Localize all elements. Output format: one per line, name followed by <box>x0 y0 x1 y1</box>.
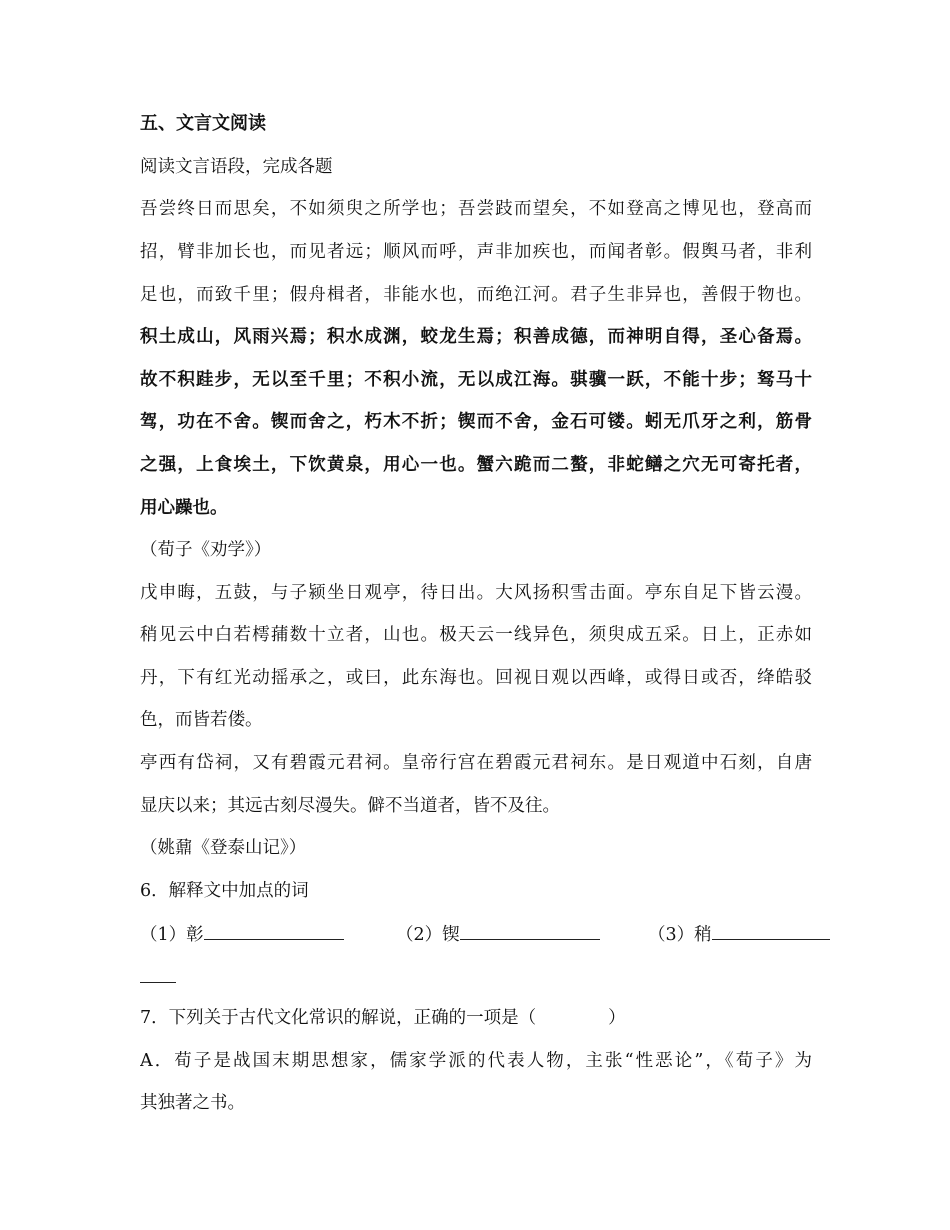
answer-blank-2[interactable] <box>460 921 600 940</box>
question6-item-label: （1）彰 <box>140 925 204 945</box>
question7-prompt-close: ） <box>608 1008 626 1028</box>
question7-option-a: A．荀子是战国末期思想家，儒家学派的代表人物，主张“性恶论”，《荀子》为 <box>140 1051 812 1071</box>
question6-item-2 <box>396 921 600 947</box>
answer-blank-3-continued[interactable] <box>140 964 176 983</box>
passage2-line: 亭西有岱祠，又有碧霞元君祠。皇帝行宫在碧霞元君祠东。是日观道中石刻，自唐 <box>140 753 812 773</box>
passage1-bold-line: 用心躁也。 <box>140 498 228 518</box>
question7-prompt-line <box>140 1006 812 1030</box>
question7-prompt: 7．下列关于古代文化常识的解说，正确的一项是（ <box>140 1008 537 1028</box>
section-instruction: 阅读文言语段，完成各题 <box>140 157 333 177</box>
passage1-bold-line: 之强，上食埃土，下饮黄泉，用心一也。蟹六跪而二螯，非蛇鳝之穴无可寄托者， <box>140 455 812 475</box>
passage2-line: 稍见云中白若樗蒱数十立者，山也。极天云一线异色，须臾成五采。日上，正赤如 <box>140 625 812 645</box>
passage1-bold-line: 驾，功在不舍。锲而舍之，朽木不折；锲而不舍，金石可镂。蚓无爪牙之利，筋骨 <box>140 412 812 432</box>
question7-option-a-continued: 其独著之书。 <box>140 1093 245 1113</box>
question6-item-1 <box>140 921 344 947</box>
question6-answer-row <box>140 921 812 945</box>
passage2-source: （姚鼐《登泰山记》） <box>140 838 307 858</box>
answer-blank-3[interactable] <box>712 921 830 940</box>
question6-prompt: 6．解释文中加点的词 <box>140 881 309 901</box>
section-title: 五、文言文阅读 <box>140 113 266 134</box>
passage2-line: 显庆以来；其远古刻尽漫失。僻不当道者，皆不及往。 <box>140 796 560 816</box>
question6-item-label: （2）锲 <box>396 925 460 945</box>
question6-answer-continuation <box>140 964 812 988</box>
passage2-line: 色，而皆若偻。 <box>140 710 263 730</box>
question6-item-3 <box>648 921 830 947</box>
passage1-line: 招，臂非加长也，而见者远；顺风而呼，声非加疾也，而闻者彰。假舆马者，非利 <box>140 242 812 262</box>
passage1-line: 足也，而致千里；假舟楫者，非能水也，而绝江河。君子生非异也，善假于物也。 <box>140 285 812 305</box>
passage1-bold-line: 积土成山，风雨兴焉；积水成渊，蛟龙生焉；积善成德，而神明自得，圣心备焉。 <box>140 327 812 347</box>
passage2-line: 戊申晦，五鼓，与子颍坐日观亭，待日出。大风扬积雪击面。亭东自足下皆云漫。 <box>140 583 812 603</box>
answer-blank-1[interactable] <box>204 921 344 940</box>
question6-item-label: （3）稍 <box>648 925 712 945</box>
passage1-bold-line: 故不积跬步，无以至千里；不积小流，无以成江海。骐骥一跃，不能十步；驽马十 <box>140 370 812 390</box>
passage1-source: （荀子《劝学》） <box>140 540 272 560</box>
passage2-line: 丹，下有红光动摇承之，或曰，此东海也。回视日观以西峰，或得日或否，绛皓驳 <box>140 668 812 688</box>
passage1-line: 吾尝终日而思矣，不如须臾之所学也；吾尝跂而望矣，不如登高之博见也，登高而 <box>140 199 812 219</box>
